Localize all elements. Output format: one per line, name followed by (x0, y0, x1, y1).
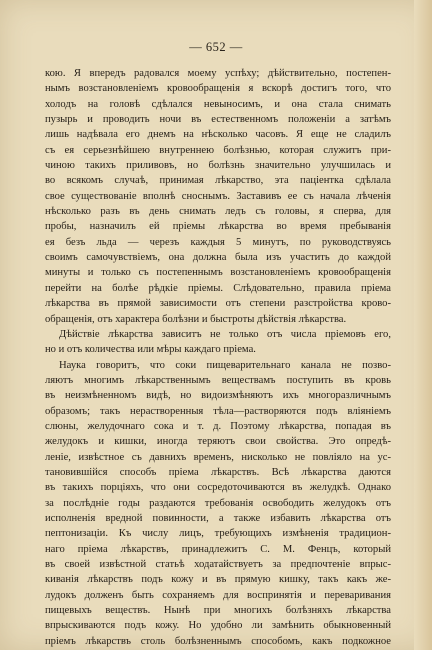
text-line: лудокъ долженъ быть сохраняемъ для воспринятія и переваривания (45, 589, 391, 601)
text-line: за послѣдніе годы раздаются требованія освободить желудокъ отъ (45, 497, 391, 509)
text-line: пептонизаціи. Къ числу лицъ, требующихъ измѣненія традицион- (45, 528, 391, 540)
text-line: кою. Я впередъ радовался моему успѣху; дѣйствительно, постепен- (45, 68, 391, 79)
text-line: съ ея серьезнѣйшею внутреннею болѣзнью, которая служитъ при- (45, 144, 391, 156)
text-line: Дѣйствіе лѣкарства зависитъ не только отъ числа пріемовъ его, (59, 328, 391, 340)
text-line: лѣкарства въ прямой зависимости отъ степени разстройства крово- (45, 298, 391, 310)
text-line: ляютъ многимъ лѣкарственнымъ веществамъ поступить въ кровь (45, 374, 391, 386)
text-line: холодъ на головѣ сдѣлался невыносимъ, и она стала снимать (45, 98, 391, 110)
text-line: наго пріема лѣкарствъ, принадлежитъ С. М. Фенцъ, который (45, 543, 391, 555)
text-line: во всякомъ случаѣ, принимая лѣкарство, эта паціентка сдѣлала (45, 175, 391, 187)
text-line: слюны, желудочнаго сока и т. д. Поэтому лѣкарства, попадая въ (45, 420, 391, 432)
text-line: своимъ самочувствіемъ, она должна была изъ участить до каждой (45, 252, 391, 264)
text-line: ея безъ льда — черезъ каждыя 5 минутъ, по руководствуясь (45, 236, 391, 248)
text-line: обращенія, отъ характера болѣзни и быстроты дѣйствія лѣкарства. (45, 313, 347, 325)
text-line: пробы, назначилъ ей пріемы лѣкарства во время пребыванія (45, 221, 391, 233)
body-text (45, 66, 391, 649)
text-line: впрыскиваются подъ кожу. Но удобно ли замѣнить обыкновенный (45, 620, 391, 632)
text-line: въ неизмѣненномъ видѣ, но видоизмѣняютъ ихъ многоразличнымъ (45, 390, 391, 402)
text-line: чиною такихъ приливовъ, но болѣзнь значительно улучшилась и (45, 160, 391, 172)
text-line: исполненія вредной повинности, а также избавить лѣкарства отъ (45, 512, 391, 524)
text-line: лишь надѣвала его днемъ на нѣсколько часовъ. Я еще не сладилъ (45, 129, 391, 141)
text-line: пищевыхъ веществъ. Нынѣ при многихъ болѣзняхъ лѣкарства (45, 605, 391, 617)
page-number: — 652 — (189, 40, 243, 54)
text-line: образомъ; такъ нерастворенныя тѣла—растворяются подъ вліяніемъ (45, 405, 391, 417)
text-line: минуты и только съ постепеннымъ возстановленіемъ кровообращенія (45, 267, 391, 279)
text-line: въ такихъ порціяхъ, что они сосредоточиваются въ желудкѣ. Однако (45, 482, 391, 494)
text-line: но и отъ количества или мѣры каждаго пріема. (45, 344, 256, 356)
text-line: нѣсколько разъ въ день снимать ледъ съ головы, я сперва, для (45, 206, 391, 218)
page-edge-shading (414, 0, 432, 650)
text-line: Наука говоритъ, что соки пищеварительнаго канала не позво- (59, 359, 391, 371)
text-line: желудокъ и кишки, иногда теряютъ свои свойства. Это опредѣ- (45, 436, 391, 448)
text-line: пузырь и проводить ночи въ естественномъ положеніи а затѣмъ (45, 114, 391, 126)
text-line: нымъ возстановленіемъ кровообращенія я вскорѣ достигъ того, что (45, 83, 391, 95)
text-line: свое существованіе вполнѣ сноснымъ. Заставивъ ее съ начала лѣченія (45, 190, 391, 202)
text-line: тановившійся способъ пріема лѣкарствъ. Всѣ лѣкарства даются (45, 466, 391, 478)
text-line: въ своей извѣстной статьѣ ходатайствуетъ за предпочтеніе впрыс- (45, 559, 391, 570)
text-line: леніе, извѣстное съ давнихъ временъ, нисколько не повліяло на ус- (45, 451, 391, 463)
text-line: киванія лѣкарствъ подъ кожу и въ прямую кишку, такъ какъ же- (45, 574, 391, 586)
text-line: перейти на болѣе рѣдкіе пріемы. Слѣдовательно, правила пріема (45, 282, 391, 294)
text-line: пріемъ лѣкарствъ столь болѣзненнымъ способомъ, какъ подкожное (45, 635, 391, 647)
